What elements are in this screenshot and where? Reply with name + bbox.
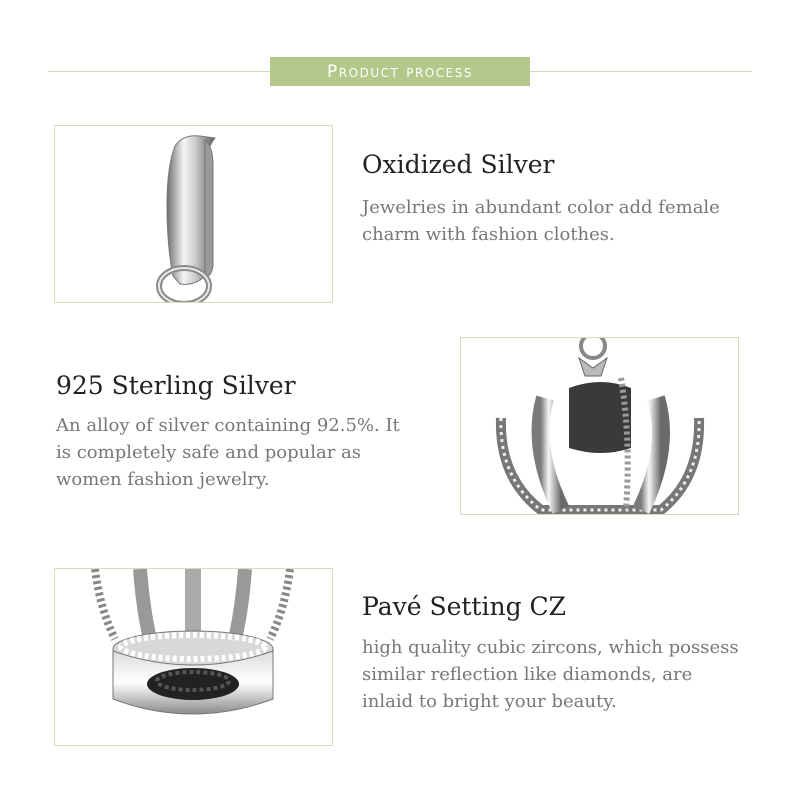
description-line: charm with fashion clothes. [362,224,615,245]
header-divider-left [48,71,270,72]
crown-charm-image [460,337,739,515]
description-line: An alloy of silver containing 92.5%. It [56,415,400,436]
description-line: Jewelries in abundant color add female [362,197,720,218]
section-title: Product process [270,57,530,86]
oxidized-silver-image [54,125,333,303]
description-line: is completely safe and popular as [56,442,361,463]
description-line: high quality cubic zircons, which possess [362,637,739,658]
feature-description-pave-setting [362,634,739,715]
feature-title-pave-setting: Pavé Setting CZ [362,592,567,621]
description-line: inlaid to bright your beauty. [362,691,617,712]
feature-description-oxidized-silver [362,194,720,248]
header-divider-right [530,71,752,72]
description-line: similar reflection like diamonds, are [362,664,693,685]
description-line: women fashion jewelry. [56,469,270,490]
pave-setting-image [54,568,333,746]
feature-description-sterling-silver [56,412,400,493]
feature-title-oxidized-silver: Oxidized Silver [362,150,555,179]
feature-title-sterling-silver: 925 Sterling Silver [56,371,296,400]
